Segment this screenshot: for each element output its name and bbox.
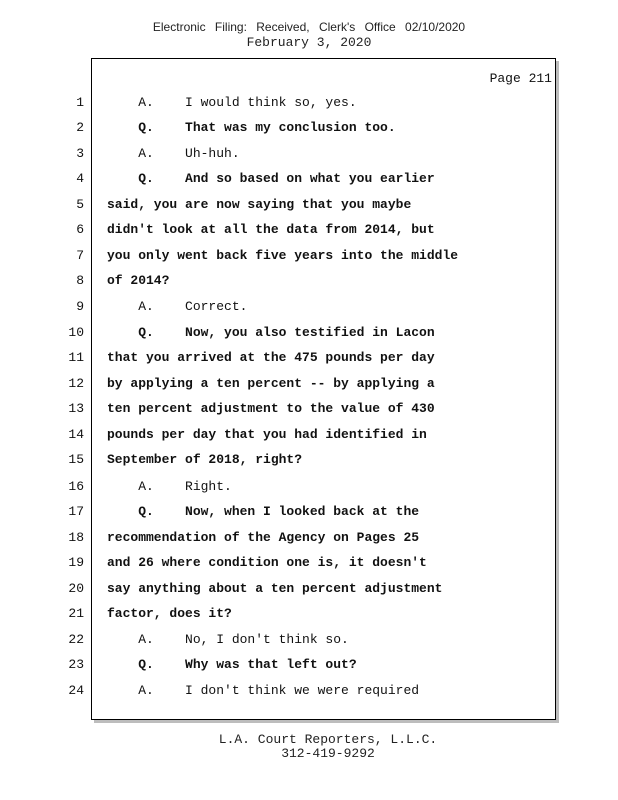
transcript-line: you only went back five years into the middle [107, 248, 459, 263]
line-number: 13 [68, 401, 84, 416]
line-number: 9 [76, 299, 84, 314]
transcript-line: said, you are now saying that you maybe [107, 197, 412, 212]
transcript-line: and 26 where condition one is, it doesn't [107, 555, 427, 570]
transcript-line: Q. Now, when I looked back at the [107, 504, 420, 519]
transcript-line: that you arrived at the 475 pounds per day [107, 350, 435, 365]
line-number: 4 [76, 171, 84, 186]
line-number: 3 [76, 146, 84, 161]
transcript-line: A. I don't think we were required [107, 683, 420, 698]
transcript-line: pounds per day that you had identified in [107, 427, 427, 442]
transcript-line: Q. Now, you also testified in Lacon [107, 325, 435, 340]
line-number: 24 [68, 683, 84, 698]
line-number: 20 [68, 581, 84, 596]
line-number: 1 [76, 95, 84, 110]
filing-stamp: Electronic Filing: Received, Clerk's Office 02/10/2020 [152, 20, 466, 34]
transcript-line: Q. And so based on what you earlier [107, 171, 435, 186]
line-number: 18 [68, 530, 84, 545]
transcript-line: by applying a ten percent -- by applying a [107, 376, 435, 391]
line-number: 7 [76, 248, 84, 263]
transcript-line: A. Uh-huh. [107, 146, 240, 161]
reporter-company: L.A. Court Reporters, L.L.C. [218, 732, 438, 747]
transcript-line: ten percent adjustment to the value of 430 [107, 401, 435, 416]
line-number: 19 [68, 555, 84, 570]
transcript-line: factor, does it? [107, 606, 232, 621]
transcript-line: Q. Why was that left out? [107, 657, 357, 672]
line-number: 16 [68, 479, 84, 494]
transcript-line: September of 2018, right? [107, 452, 303, 467]
line-number: 5 [76, 197, 84, 212]
transcript-line: didn't look at all the data from 2014, but [107, 222, 435, 237]
transcript-line: A. I would think so, yes. [107, 95, 357, 110]
transcript-line: Q. That was my conclusion too. [107, 120, 396, 135]
transcript-line: A. No, I don't think so. [107, 632, 349, 647]
deposition-date: February 3, 2020 [246, 35, 372, 50]
transcript-line: recommendation of the Agency on Pages 25 [107, 530, 420, 545]
page-number: Page 211 [489, 71, 552, 86]
line-number: 22 [68, 632, 84, 647]
line-number: 12 [68, 376, 84, 391]
line-number: 17 [68, 504, 84, 519]
line-number: 21 [68, 606, 84, 621]
line-number: 6 [76, 222, 84, 237]
transcript-line: of 2014? [107, 273, 170, 288]
line-number: 23 [68, 657, 84, 672]
reporter-phone: 312-419-9292 [281, 746, 375, 761]
transcript-line: A. Correct. [107, 299, 248, 314]
transcript-line: A. Right. [107, 479, 232, 494]
line-number: 10 [68, 325, 84, 340]
line-number: 11 [68, 350, 84, 365]
transcript-line: say anything about a ten percent adjustment [107, 581, 443, 596]
line-number: 8 [76, 273, 84, 288]
line-number: 14 [68, 427, 84, 442]
line-number: 15 [68, 452, 84, 467]
line-number: 2 [76, 120, 84, 135]
